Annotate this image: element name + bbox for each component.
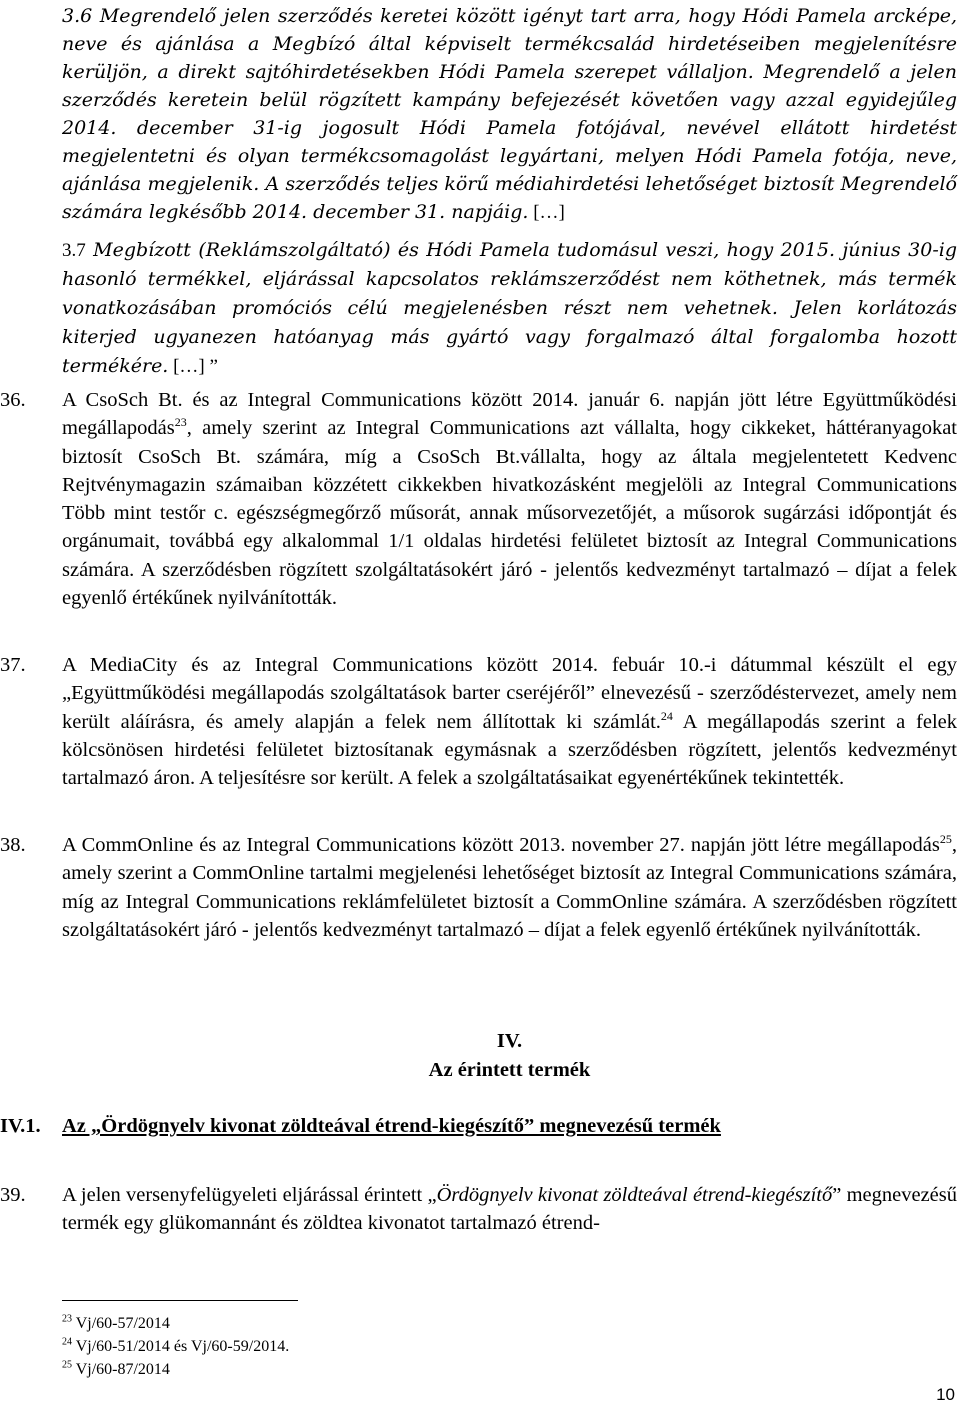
page-number: 10 (936, 1385, 955, 1404)
paragraph-number: 38. (0, 834, 26, 856)
paragraph-text: A MediaCity és az Integral Communications között 2014. febuár 10.-i dátummal készült el egy „Együttműködési megállapodás szolgáltatások barter cseréjéről” elnevezésű - szerződéstervezet, amely nem került aláírásra, és amely alapján a felek nem állítottak ki számlát. (62, 654, 957, 733)
ellipsis: […] (528, 202, 565, 223)
paragraph-text: A CsoSch Bt. és az Integral Communications között 2014. január 6. napján jött létre Együttműködési megállapodás (62, 389, 957, 440)
paragraph-3-6 (62, 2, 957, 227)
footnote-number: 24 (62, 1336, 72, 1348)
footnote-24 (62, 1338, 289, 1356)
footnote-text: Vj/60-51/2014 és Vj/60-59/2014. (72, 1338, 290, 1355)
paragraph-37 (0, 651, 957, 792)
paragraph-36 (0, 386, 957, 612)
paragraph-text: A jelen versenyfelügyeleti eljárással érintett „ (62, 1184, 437, 1206)
paragraph-number: 39. (0, 1184, 26, 1206)
subsection-label: IV.1. (0, 1115, 41, 1137)
paragraph-number: 3.7 (62, 240, 86, 261)
subsection-heading (0, 1112, 960, 1140)
footnote-text: Vj/60-57/2014 (72, 1315, 170, 1332)
ellipsis: […] ” (168, 356, 218, 377)
footnote-25 (62, 1361, 170, 1379)
paragraph-number: 37. (0, 654, 26, 676)
paragraph-text: Megrendelő jelen szerződés keretei között igényt tart arra, hogy Hódi Pamela arcképe, neve és ajánlása a Megbízó által képviselt termékcsalád hirdetéseiben megjelenítésre kerüljön, a direkt sajtóhirdetésekben Hódi Pamela szerepet vállaljon. Megrendelő a jelen szerződés keretein belül rögzített kampány befejezését követően vagy azzal egyidejűleg 2014. december 31-ig jogosult Hódi Pamela fotójával, nevével ellátott hirdetést megjelentetni és olyan termékcsomagolást legyártani, melyen Hódi Pamela fotója, neve, ajánlása megjelenik. A szerződés teljes körű médiahirdetési lehetőséget biztosít Megrendelő számára legkésőbb 2014. december 31. napjáig. (62, 5, 957, 223)
footnote-divider (62, 1300, 298, 1301)
paragraph-number: 3.6 (62, 5, 93, 27)
paragraph-3-7 (62, 236, 957, 381)
paragraph-39 (0, 1181, 957, 1238)
paragraph-text: Megbízott (Reklámszolgáltató) és Hódi Pamela tudomásul veszi, hogy 2015. június 30-ig hasonló termékkel, eljárással kapcsolatos reklámszerződést nem köthetnek, más termék vonatkozásában promóciós célú megjelenésben részt nem vehetnek. Jelen korlátozás kiterjed ugyanezen hatóanyag más gyártó vagy forgalmazó által forgalomba hozott termékére. (62, 239, 957, 377)
section-roman: IV. (496, 1030, 523, 1052)
paragraph-38 (0, 831, 957, 944)
paragraph-text: A CommOnline és az Integral Communications között 2013. november 27. napján jött létre megállapodás (62, 834, 940, 856)
footnote-23 (62, 1315, 170, 1333)
paragraph-text-cont: , amely szerint az Integral Communications azt vállalta, hogy cikkeket, háttéranyagokat biztosít CsoSch Bt. számára, míg a CsoSch Bt.vállalta, hogy az általa megjelentetett Kedvenc Rejtvénymagazin számaiban közzétett cikkekben hivatkozásként megjelöli az Integral Communications Több mint testőr c. egészségmegőrző műsorát, annak műsorvezetőjét, a műsorok sugárzási időpontját és orgánumait, továbbá egy alkalommal 1/1 oldalas hirdetési felületet biztosít az Integral Communications számára. A szerződésben rögzített szolgáltatásokért járó - jelentős kedvezményt tartalmazó – díjat a felek egyenlő értékűnek nyilvánították. (62, 417, 957, 610)
subsection-title: Az „Ördögnyelv kivonat zöldteával étrend-kiegészítő” megnevezésű termék (62, 1115, 721, 1137)
paragraph-number: 36. (0, 389, 26, 411)
footnote-ref[interactable]: 24 (660, 708, 673, 723)
footnote-number: 25 (62, 1359, 72, 1371)
footnote-ref[interactable]: 23 (174, 415, 187, 430)
paragraph-text-cont: ” megnevezésű termék egy glükomannánt és zöldtea kivonatot tartalmazó étrend- (62, 1184, 957, 1235)
footnote-ref[interactable]: 25 (939, 832, 952, 847)
product-name: Ördögnyelv kivonat zöldteával étrend-kiegészítő (436, 1184, 833, 1206)
section-title: Az érintett termék (428, 1059, 591, 1081)
paragraph-text-cont: , amely szerint a CommOnline tartalmi megjelenési lehetőséget biztosít az Integral Communications számára, míg az Integral Communications reklámfelületet biztosít a CommOnline számára. A szerződésben rögzített szolgáltatásokért járó - jelentős kedvezményt tartalmazó – díjat a felek egyenlő értékűnek nyilvánították. (62, 834, 957, 941)
paragraph-text-cont: A megállapodás szerint a felek kölcsönösen hirdetési felületet biztosítanak egymásnak a szerződésben rögzített, jelentős kedvezményt tartalmazó áron. A teljesítésre sor került. A felek a szolgáltatásaikat egyenértékűnek tekintették. (62, 710, 957, 790)
footnote-text: Vj/60-87/2014 (72, 1361, 170, 1378)
footnote-number: 23 (62, 1313, 72, 1325)
